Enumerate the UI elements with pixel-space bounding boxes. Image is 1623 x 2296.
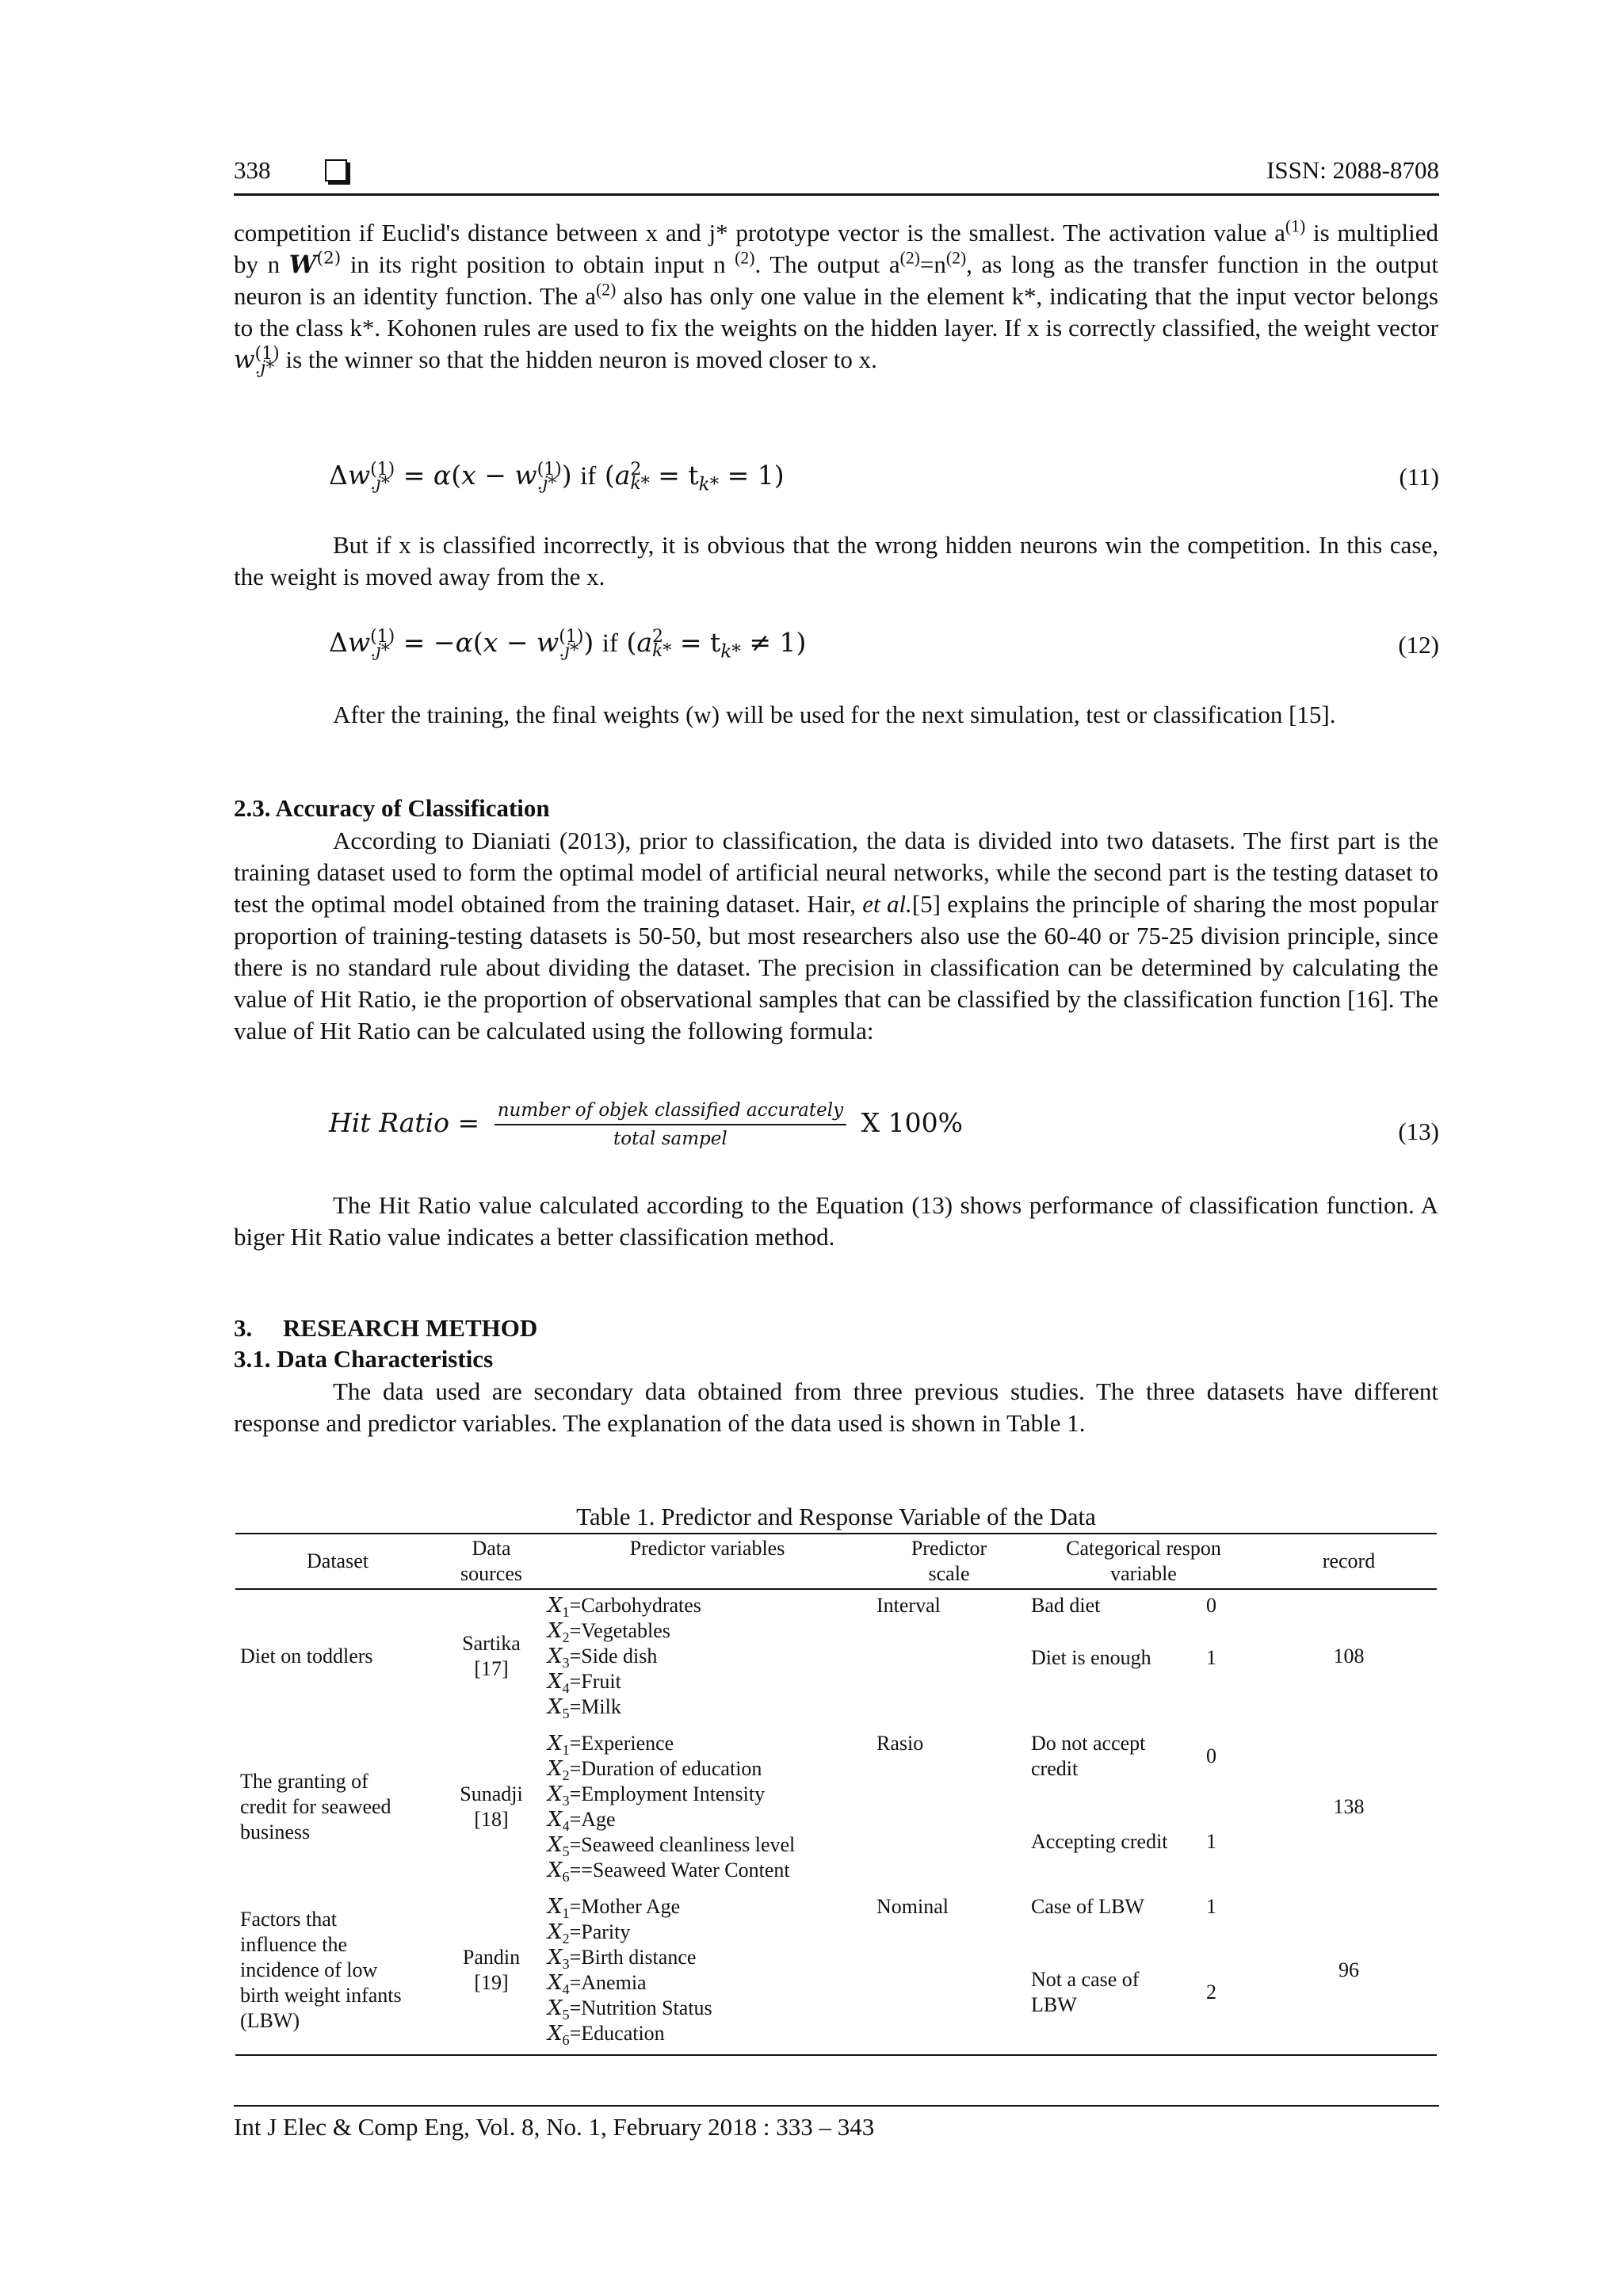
predictor-item: $X_6=Education$ xyxy=(548,2022,665,2049)
header-dataset: Dataset xyxy=(307,1549,369,1572)
predictor-item: $X_5=Seaweed$ cleanliness level xyxy=(548,1833,796,1860)
cell-dataset: Factors that influence the incidence of low birth weight infants (LBW) xyxy=(240,1908,402,2032)
section-heading-3-1: 3.1. Data Characteristics xyxy=(234,1345,494,1373)
cell-predictors xyxy=(543,1891,872,2055)
table-row xyxy=(235,1589,1437,1728)
equation-12: Δw (1) .j* = −α(x − w (1) .j* ) if (a 2 k* = $t_{k*} \ne 1$) xyxy=(329,627,807,663)
header-predictors: Predictor variables xyxy=(629,1537,785,1560)
cell-categories xyxy=(1026,1589,1261,1728)
paragraph-after-training: After the training, the final weights (w) will be used for the next simulation, test or classification [15]. xyxy=(333,701,1336,728)
weight-vector-symbol: w (1) .j* xyxy=(234,343,280,378)
cell-source: Sunadji [18] xyxy=(460,1782,523,1831)
cell-record: 96 xyxy=(1338,1958,1359,1981)
issn: ISSN: 2088-8708 xyxy=(1266,156,1439,184)
equation-11: Δw (1) .j* = α(x − w (1) .j* ) if (a 2 k* = $t_{k*} = 1$) xyxy=(329,460,785,495)
paragraph-dianiati: According to Dianiati (2013), prior to classification, the data is divided into two datasets. The first part is the training dataset used to form the optimal model of artificial neural networks, while the second part is the testing dataset to test the optimal model obtained from the training dataset. Hair, et al.[5] explains the principle of sharing the most popular proportion of training-testing datasets is 50-50, but most researchers also use the 60-40 or 75-25 division principle, since there is no standard rule about dividing the dataset. The precision in classification can be determined by calculating the value of Hit Ratio, ie the proportion of observational samples that can be classified by the classification function [16]. The value of Hit Ratio can be calculated using the following formula: xyxy=(234,827,1438,1045)
header-scale: Predictor scale xyxy=(911,1537,987,1585)
predictor-item: $X_1=Carbohydrates$ xyxy=(548,1594,701,1621)
hit-ratio-fraction: $\frac{\text{number of objek classified accurately}}{\text{total sampel}}$ xyxy=(495,1100,846,1149)
header-sources: Data sources xyxy=(460,1537,522,1585)
cell-source: Sartika [17] xyxy=(462,1632,521,1680)
category-item: Diet is enough 1 xyxy=(1031,1646,1216,1669)
equation-11-number: (11) xyxy=(1399,463,1439,491)
predictor-item: $X_2=Parity$ xyxy=(548,1920,631,1947)
predictor-item: $X_5=Milk$ xyxy=(548,1695,621,1722)
category-item: Not a case of LBW 2 xyxy=(1031,1968,1216,2016)
predictor-item: $X_3=Side$ dish xyxy=(548,1645,658,1671)
category-item: Bad diet 0 xyxy=(1031,1594,1216,1617)
predictor-item: $X_1=Mother$ Age xyxy=(548,1895,681,1922)
category-item: Accepting credit 1 xyxy=(1031,1830,1216,1853)
equation-12-number: (12) xyxy=(1398,631,1439,659)
cell-scale: Rasio xyxy=(876,1732,924,1755)
cell-predictors xyxy=(543,1728,872,1891)
table-caption: Table 1. Predictor and Response Variable of the Data xyxy=(576,1503,1096,1530)
cell-scale: Nominal xyxy=(876,1895,949,1918)
predictor-item: $X_5=Nutrition$ Status xyxy=(548,1996,712,2023)
predictor-item: $X_4=Fruit$ xyxy=(548,1670,621,1697)
section-heading-2-3: 2.3. Accuracy of Classification xyxy=(234,794,550,822)
table-predictor-response xyxy=(235,1533,1437,2056)
section-heading-3: 3. RESEARCH METHOD xyxy=(234,1314,538,1342)
predictor-item: $X_2=Vegetables$ xyxy=(548,1619,670,1646)
cell-record: 108 xyxy=(1333,1645,1365,1668)
paragraph-competition: competition if Euclid's distance between x and j* prototype vector is the smallest. The activation value $a^{(1)}$ is multiplied by n $W^{(2)}$ in its right position to obtain input n $^{(2)}$. The output $a^{(2)}=n^{(2)}$, as long as the transfer function in the output neuron is an identity function. The $a^{(2)}$ also has only one value in the element k*, indicating that the input vector belongs to the class k*. Kohonen rules are used to fix the weights on the hidden layer. If x is correctly classified, the weight vector w (1) .j* is the winner so that the hidden neuron is moved closer to x. xyxy=(234,216,1438,378)
cell-predictors xyxy=(543,1589,872,1728)
predictor-item: $X_3=Employment$ Intensity xyxy=(548,1782,766,1809)
checkbox-square-icon xyxy=(325,159,347,181)
cell-record: 138 xyxy=(1333,1795,1365,1818)
category-item: Do not accept credit 0 xyxy=(1031,1732,1216,1780)
paragraph-data-used: The data used are secondary data obtained from three previous studies. The three datasets have different response and predictor variables. The explanation of the data used is shown in Table 1. xyxy=(234,1377,1438,1437)
header-rule xyxy=(234,193,1439,196)
cell-dataset: The granting of credit for seaweed business xyxy=(240,1770,391,1843)
cell-scale: Interval xyxy=(876,1594,941,1617)
predictor-item: $X_4=Anemia$ xyxy=(548,1971,647,1998)
cell-categories xyxy=(1026,1728,1261,1891)
table-row xyxy=(235,1891,1437,2055)
table-row xyxy=(235,1728,1437,1891)
category-item: Case of LBW 1 xyxy=(1031,1895,1216,1918)
equation-13-number: (13) xyxy=(1398,1117,1439,1145)
predictor-item: $X_6==Seaweed$ Water Content xyxy=(548,1859,790,1885)
cell-source: Pandin [19] xyxy=(462,1946,521,1994)
cell-categories xyxy=(1026,1891,1261,2055)
predictor-item: $X_2=Duration$ of education xyxy=(548,1757,762,1784)
footer-citation: Int J Elec & Comp Eng, Vol. 8, No. 1, February 2018 : 333 – 343 xyxy=(234,2113,875,2141)
equation-13: Hit Ratio = $\frac{\text{number of objek classified accurately}}{\text{total sampel}}$ X 100% xyxy=(329,1100,963,1149)
page-number: 338 xyxy=(234,156,271,184)
header-record: record xyxy=(1322,1549,1376,1572)
table-header-row xyxy=(235,1534,1437,1589)
predictor-item: $X_4=Age$ xyxy=(548,1808,616,1835)
predictor-item: $X_3=Birth$ distance xyxy=(548,1946,697,1973)
cell-dataset: Diet on toddlers xyxy=(240,1645,373,1668)
header-response: Categorical respon variable xyxy=(1066,1537,1221,1585)
predictor-item: $X_1=Experience$ xyxy=(548,1732,674,1759)
paragraph-misclassified: But if x is classified incorrectly, it is obvious that the wrong hidden neurons win the competition. In this case, the weight is moved away from the x. xyxy=(234,531,1438,590)
footer-rule xyxy=(234,2105,1439,2107)
paragraph-hit-ratio: The Hit Ratio value calculated according to the Equation (13) shows performance of classification function. A biger Hit Ratio value indicates a better classification method. xyxy=(234,1191,1438,1251)
